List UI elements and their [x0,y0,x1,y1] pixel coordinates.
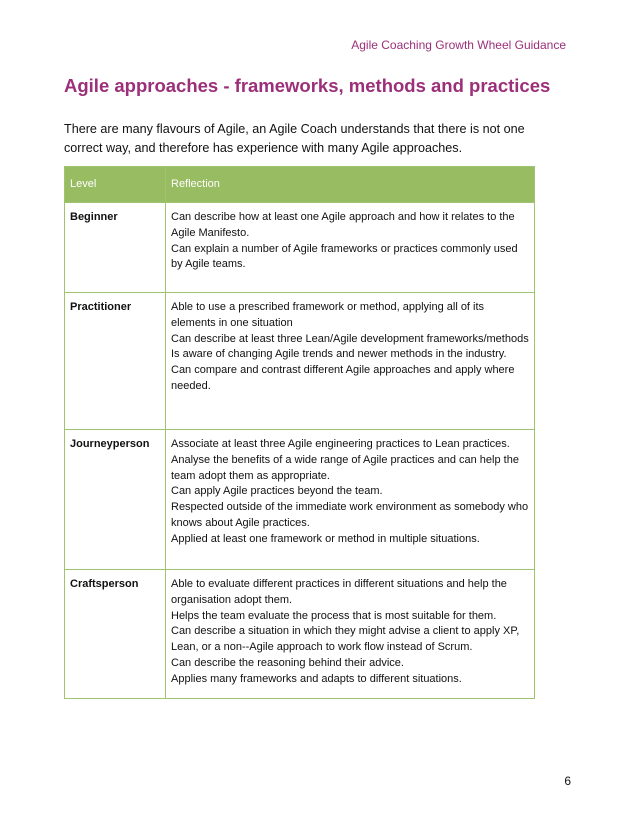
reflection-line: Applied at least one framework or method in multiple situations. [171,532,480,545]
reflection-line: Analyse the benefits of a wide range of Agile practices and can help the team adopt them as appropriate. [171,453,519,482]
reflection-line: Applies many frameworks and adapts to different situations. [171,672,462,685]
reflection-line: Helps the team evaluate the process that is most suitable for them. [171,609,497,622]
reflection-line: Can describe a situation in which they might advise a client to apply XP, Lean, or a non--Agile approach to work flow instead of Scrum. [171,625,520,654]
level-cell: Practitioner [65,293,166,430]
table-row [65,570,535,699]
page-number: 6 [564,774,571,788]
reflection-line: Can apply Agile practices beyond the team. [171,485,383,498]
running-header: Agile Coaching Growth Wheel Guidance [351,38,566,52]
column-header-level: Level [65,167,166,203]
table-row [65,203,535,293]
table-row [65,293,535,430]
reflection-cell [166,203,535,293]
intro-paragraph: There are many flavours of Agile, an Agile Coach understands that there is not one correct way, and therefore has experience with many Agile approaches. [64,122,525,155]
reflection-line: Able to evaluate different practices in different situations and help the organisation adopt them. [171,578,507,606]
page-title: Agile approaches - frameworks, methods and practices [64,75,551,96]
reflection-cell [166,570,535,699]
table-row [65,430,535,570]
reflection-line: Can describe how at least one Agile approach and how it relates to the Agile Manifesto. [171,211,515,239]
reflection-line: Can describe at least three Lean/Agile development frameworks/methods [171,332,529,345]
level-cell: Beginner [65,203,166,293]
reflection-cell [166,430,535,570]
column-header-reflection: Reflection [166,167,535,203]
reflection-line: Can explain a number of Agile frameworks or practices commonly used by Agile teams. [171,242,518,271]
level-cell: Craftsperson [65,570,166,699]
reflection-line: Is aware of changing Agile trends and newer methods in the industry. [171,348,507,361]
reflection-line: Can describe the reasoning behind their advice. [171,656,404,669]
reflection-line: Able to use a prescribed framework or method, applying all of its elements in one situation [171,301,485,329]
reflection-line: Respected outside of the immediate work environment as somebody who knows about Agile practices. [171,501,529,529]
reflection-cell [166,293,535,430]
reflection-line: Can compare and contrast different Agile approaches and apply where needed. [171,364,515,392]
competency-table [64,166,535,699]
reflection-line: Associate at least three Agile engineering practices to Lean practices. [171,438,510,450]
level-cell: Journeyperson [65,430,166,570]
table-header-row [65,167,535,203]
